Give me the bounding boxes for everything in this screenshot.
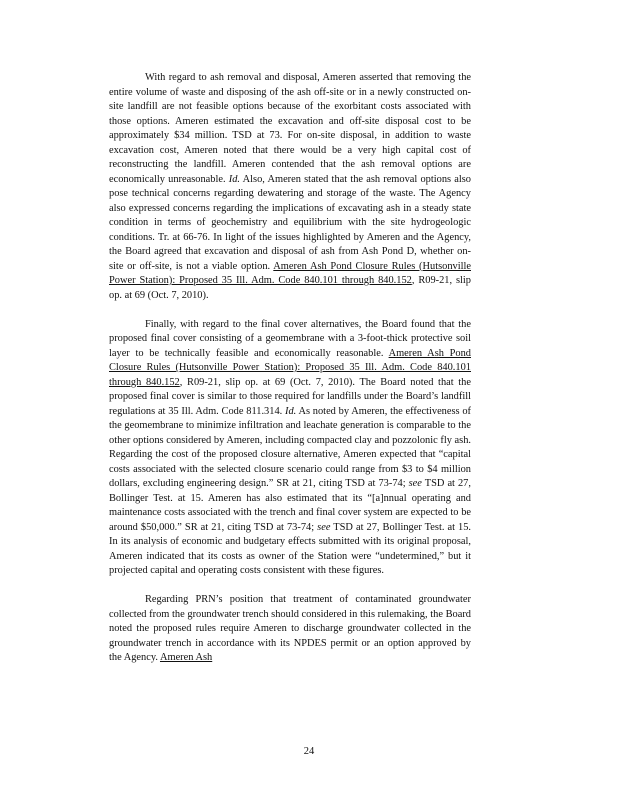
paragraph-text: , R09-21, slip op. at 69 (Oct. 7, 2010). — [109, 275, 472, 301]
paragraph-text: Finally, with regard to the final cover alternatives, the Board found that the proposed final cover consisting of a geomembrane with a 3-foot-thick protective soil layer to be technically feasible and economically reasonable. — [109, 318, 471, 359]
citation-signal: Id. — [228, 173, 241, 185]
page-number: 24 — [303, 746, 315, 757]
case-citation: Ameren Ash — [159, 652, 213, 663]
case-citation: Ameren Ash Pond Closure Rules (Hutsonville Power Station): Proposed 35 Ill. Adm. Code 840.101 through 840.152 — [109, 347, 471, 388]
paragraph-text: Also, Ameren stated that the ash removal options also pose technical concerns regarding dewatering and storage of the waste. The Agency also expressed concerns regarding the implications of excavating ash in a steady state condition in terms of geochemistry and equilibrium with the site hydrogeologic conditions. Tr. at 66-76. In light of the issues highlighted by Ameren and the Agency, the Board agreed that excavation and disposal of ash from Ash Pond D, whether on-site or off-site, is not a viable option. — [109, 173, 471, 272]
paragraph-text: With regard to ash removal and disposal, Ameren asserted that removing the entire volume of waste and disposing of the ash off-site or in a newly constructed on-site landfill are not feasible options because of the exorbitant costs associated with those options. Ameren estimated the excavation and off-site disposal cost to be approximately $34 million. TSD at 73. For on-site disposal, in addition to waste excavation cost, Ameren noted that there would be a very high capital cost of reconstructing the landfill. Ameren contended that the ash removal options are economically unreasonable. — [109, 72, 471, 185]
paragraph — [109, 318, 471, 579]
paragraph-text: As noted by Ameren, the effectiveness of the geomembrane to minimize infiltration and leachate generation is comparable to the other options considered by Ameren, including compacted clay and pozzolonic fly ash. Regarding the cost of the proposed closure alternative, Ameren expected that “capital costs associated with the selected closure scenario could range from $3 to $4 million dollars, excluding engineering design.” SR at 21, citing TSD at 73-74; — [109, 405, 472, 489]
paragraph-text: , R09-21, slip op. at 69 (Oct. 7, 2010). The Board noted that the proposed final cover is similar to those required for landfills under the Board’s landfill regulations at 35 Ill. Adm. Code 811.314. — [109, 376, 471, 417]
citation-signal: Id. — [285, 405, 297, 417]
paragraph — [109, 593, 471, 666]
paragraph-text: Regarding PRN’s position that treatment of contaminated groundwater collected from the groundwater trench should considered in this rulemaking, the Board noted the proposed rules require Ameren to discharge groundwater collected in the groundwater trench in accordance with its NPDES permit or an option approved by the Agency. — [109, 594, 471, 663]
citation-signal: see — [317, 521, 331, 533]
case-citation: Ameren Ash Pond Closure Rules (Hutsonville Power Station): Proposed 35 Ill. Adm. Code 840.101 through 840.152 — [109, 260, 471, 286]
paragraph-text: TSD at 27, Bollinger Test. at 15. In its analysis of economic and budgetary effects submitted with its original proposal, Ameren indicated that its costs as owner of the Station were “undetermined,” but it projected capital and operating costs consistent with these figures. — [109, 521, 472, 576]
paragraph-text: TSD at 27, Bollinger Test. at 15. Ameren has also estimated that its “[a]nnual operating and maintenance costs associated with the trench and final cover system are expected to be around $50,000.” SR at 21, citing TSD at 73-74; — [109, 478, 471, 533]
citation-signal: see — [408, 478, 422, 489]
body-text — [109, 71, 471, 680]
paragraph — [109, 71, 471, 303]
